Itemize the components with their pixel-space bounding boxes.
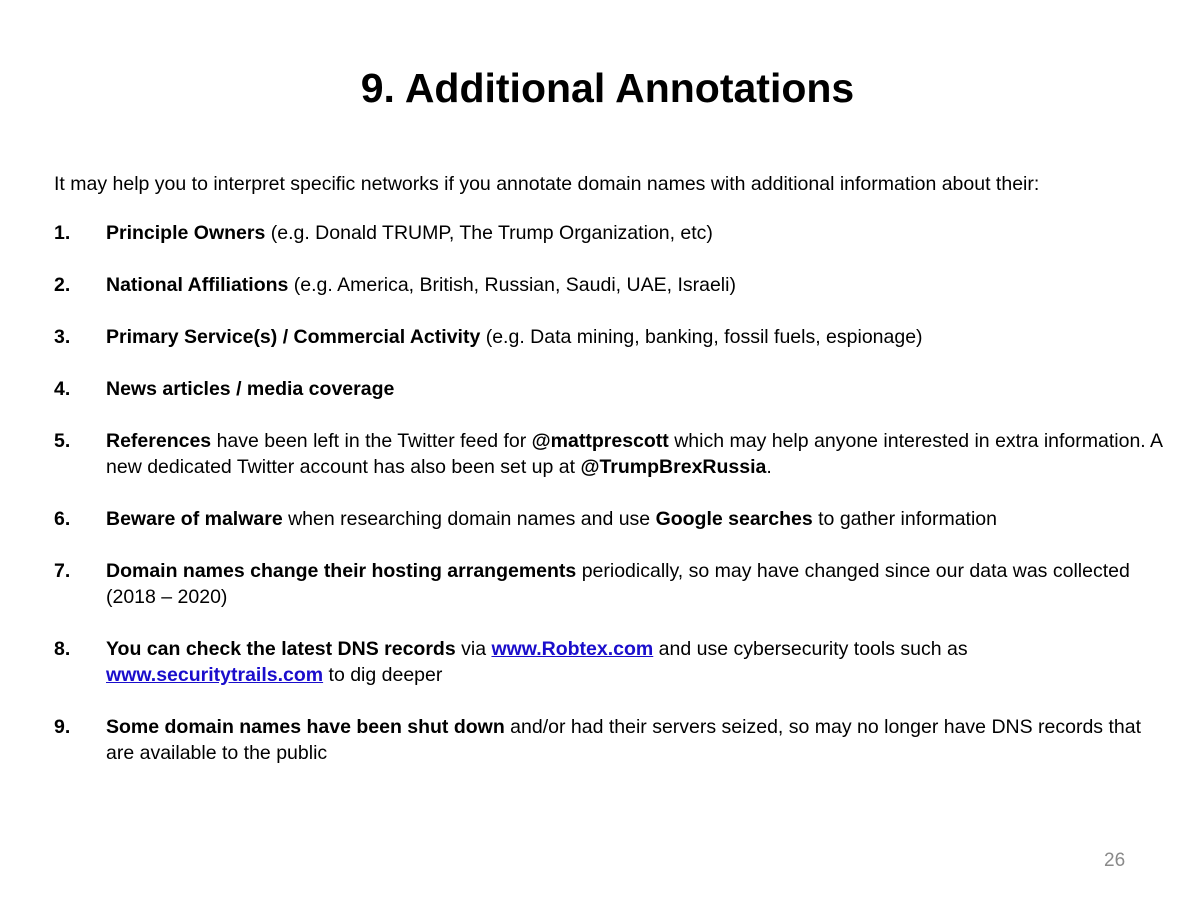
item-text: to dig deeper <box>323 664 443 686</box>
annotation-list <box>54 220 1164 792</box>
item-text: which may help anyone interested in extra information. A new dedicated Twitter account has also been set up at <box>106 430 1162 478</box>
list-item-4 <box>54 376 1164 402</box>
item-heading: Principle Owners <box>106 222 266 244</box>
item-heading: News articles / media coverage <box>106 378 395 400</box>
list-item-1 <box>54 220 1164 246</box>
item-text: when researching domain names and use <box>282 508 656 530</box>
item-number: 5. <box>54 430 71 452</box>
item-text: (e.g. Donald TRUMP, The Trump Organization, etc) <box>265 222 713 244</box>
list-item-5 <box>54 428 1164 480</box>
item-heading: Domain names change their hosting arrangements <box>106 560 577 582</box>
item-text: have been left in the Twitter feed for <box>211 430 532 452</box>
securitytrails-link[interactable]: www.securitytrails.com <box>106 664 324 686</box>
item-text: periodically, so may have changed since our data was collected (2018 – 2020) <box>106 560 1130 608</box>
page-number: 26 <box>1104 850 1126 871</box>
item-text: and/or had their servers seized, so may no longer have DNS records that are available to the public <box>106 716 1142 764</box>
twitter-handle-mattprescott: @mattprescott <box>531 430 669 452</box>
list-item-8 <box>54 636 1164 688</box>
robtex-link[interactable]: www.Robtex.com <box>491 638 654 660</box>
list-item-6 <box>54 506 1164 532</box>
item-text: and use cybersecurity tools such as <box>653 638 968 660</box>
item-heading: National Affiliations <box>106 274 289 296</box>
twitter-handle-trumpbrexrussia: @TrumpBrexRussia <box>580 456 767 478</box>
item-heading: Primary Service(s) / Commercial Activity <box>106 326 481 348</box>
list-item-3 <box>54 324 1164 350</box>
item-heading: Beware of malware <box>106 508 283 530</box>
item-number: 1. <box>54 222 71 244</box>
list-item-9 <box>54 714 1164 766</box>
item-text: via <box>455 638 492 660</box>
intro-text: It may help you to interpret specific networks if you annotate domain names with additional information about their: <box>54 173 1040 195</box>
item-number: 3. <box>54 326 71 348</box>
item-text: (e.g. America, British, Russian, Saudi, UAE, Israeli) <box>288 274 736 296</box>
item-heading: References <box>106 430 212 452</box>
item-heading: You can check the latest DNS records <box>106 638 456 660</box>
item-text: (e.g. Data mining, banking, fossil fuels, espionage) <box>480 326 923 348</box>
item-number: 2. <box>54 274 71 296</box>
item-number: 7. <box>54 560 71 582</box>
item-heading: Some domain names have been shut down <box>106 716 505 738</box>
item-number: 6. <box>54 508 71 530</box>
item-number: 4. <box>54 378 71 400</box>
item-emphasis: Google searches <box>655 508 813 530</box>
item-text: to gather information <box>812 508 997 530</box>
item-number: 9. <box>54 716 71 738</box>
slide-title: 9. Additional Annotations <box>360 65 855 111</box>
list-item-2 <box>54 272 1164 298</box>
item-number: 8. <box>54 638 71 660</box>
list-item-7 <box>54 558 1164 610</box>
item-text: . <box>766 456 772 478</box>
